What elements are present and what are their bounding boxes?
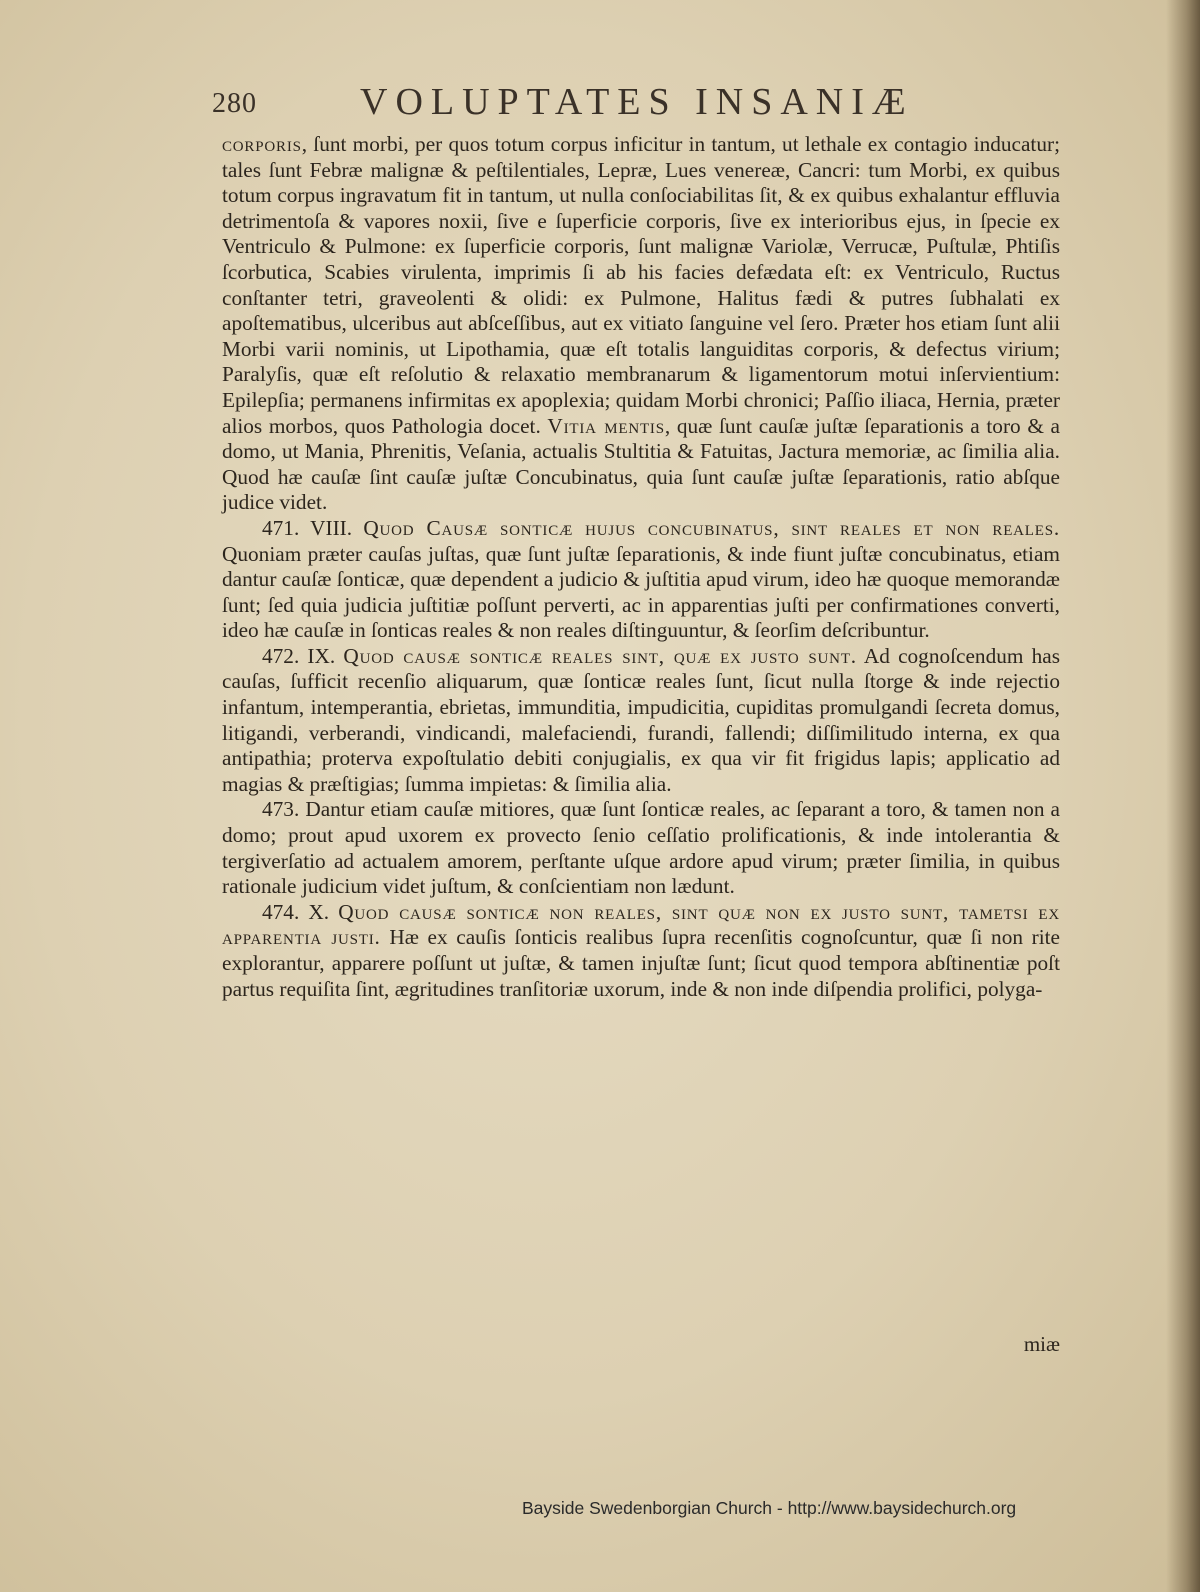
- body-text: [222, 132, 1060, 1002]
- section-number: 472. IX.: [262, 643, 336, 668]
- section-472: [222, 644, 1060, 798]
- inline-heading: Vitia mentis: [547, 413, 665, 438]
- section-text: Quoniam præter cauſas juſtas, quæ ſunt juſtæ ſeparationis, & inde fiunt juſtæ concubinatus, etiam dantur cauſæ ſonticæ, quæ dependent a judicio & juſtitia apud virum, ideo hæ quoque memorandæ ſunt; ſed quia judicia juſtitiæ poſſunt perverti, ac in apparentias juſti per confirmationes converti, ideo hæ cauſæ in ſonticas reales & non reales diſtinguuntur, & ſeorſim deſcribuntur.: [222, 541, 1060, 643]
- section-471: [222, 516, 1060, 644]
- book-spine-shadow: [1166, 0, 1200, 1592]
- section-474: [222, 900, 1060, 1002]
- section-number: 474. X.: [262, 899, 330, 924]
- watermark-link[interactable]: Bayside Swedenborgian Church - http://www.baysidechurch.org: [522, 1498, 1017, 1518]
- paragraph-text: , ſunt morbi, per quos totum corpus inficitur in tantum, ut lethale ex contagio inducatur; tales ſunt Febræ malignæ & peſtilentiales, Lepræ, Lues venereæ, Cancri: tum Morbi, ex quibus totum corpus ingravatum fit in tantum, ut nulla conſociabilitas ſit, & ex quibus exhalantur effluvia detrimentoſa & vapores noxii, ſive e ſuperficie corporis, ſive ex interioribus ejus, in ſpecie ex Ventriculo & Pulmone: ex ſuperficie corporis, ſunt malignæ Variolæ, Verrucæ, Puſtulæ, Phtiſis ſcorbutica, Scabies virulenta, imprimis ſi ab his facies defædata eſt: ex Ventriculo, Ructus conſtanter tetri, graveolenti & olidi: ex Pulmone, Halitus fædi & putres ſubhalati ex apoſtematibus, ulceribus aut abſceſſibus, aut ex vitiato ſanguine vel ſero. Præter hos etiam ſunt alii Morbi varii nominis, ut Lipothamia, quæ eſt totalis languiditas corporis, & defectus virium; Paralyſis, quæ eſt reſolutio & relaxatio membranarum & ligamentorum motui inſervientium: Epilepſia; permanens infirmitas ex apoplexia; quidam Morbi chronici; Paſſio iliaca, Hernia, præter alios morbos, quos Pathologia docet.: [222, 132, 1060, 438]
- paragraph-continued: [222, 132, 1060, 516]
- section-text: Ad cognoſcendum has cauſas, ſufficit recenſio aliquarum, quæ ſonticæ reales ſunt, ſicut nulla ſtorge & inde rejectio infantum, intemperantia, ebrietas, immunditia, impudicitia, cupiditas promulgandi ſecreta domus, litigandi, verberandi, vindicandi, malefaciendi, furandi, fallendi; diſſimilitudo interna, ex qua antipathia; proterva expoſtulatio debiti conjugialis, ex qua vir fit frigidus lapis; applicatio ad magias & præſtigias; ſumma impietas: & ſimilia alia.: [222, 643, 1060, 796]
- section-number: 473.: [262, 797, 300, 822]
- catchword: miæ: [1023, 1332, 1060, 1356]
- section-number: 471. VIII.: [262, 515, 353, 540]
- page-header: [212, 76, 932, 126]
- section-473: [222, 797, 1060, 899]
- section-heading: Quod causæ sonticæ reales sint, quæ ex justo sunt.: [343, 643, 857, 668]
- lead-word: corporis: [222, 132, 302, 156]
- section-text: Dantur etiam cauſæ mitiores, quæ ſunt ſonticæ reales, ac ſeparant a toro, & tamen non a domo; prout apud uxorem ex provecto ſenio ceſſatio prolificationis, & inde intolerantia & tergiverſatio ad actualem amorem, perſtante uſque ardore apud virum; præter ſimilia, in quibus rationale judicium videt juſtum, & conſcientiam non lædunt.: [222, 797, 1060, 899]
- section-heading: Quod causæ sonticæ non reales, sint quæ non ex justo sunt, tametsi ex apparentia justi.: [222, 899, 1060, 950]
- running-head: VOLUPTATES INSANIÆ: [360, 81, 914, 123]
- page-number: 280: [212, 88, 257, 119]
- section-text: Hæ ex cauſis ſonticis realibus ſupra recenſitis cognoſcuntur, quæ ſi non rite explorantur, apparere poſſunt ut juſtæ, & tamen injuſtæ ſunt; ſicut quod tempora abſtinentiæ poſt partus requiſita ſint, ægritudines tranſitoriæ uxorum, inde & non inde diſpendia prolifici, polyga-: [222, 925, 1060, 1001]
- paragraph-text-continued: , quæ ſunt cauſæ juſtæ ſeparationis a toro & a domo, ut Mania, Phrenitis, Veſania, actualis Stultitia & Fatuitas, Jactura memoriæ, ac ſimilia alia. Quod hæ cauſæ ſint cauſæ juſtæ Concubinatus, quia ſunt cauſæ juſtæ ſeparationis, ratio abſque judice videt.: [222, 413, 1060, 515]
- section-heading: Quod Causæ sonticæ hujus concubinatus, sint reales et non reales.: [363, 515, 1061, 540]
